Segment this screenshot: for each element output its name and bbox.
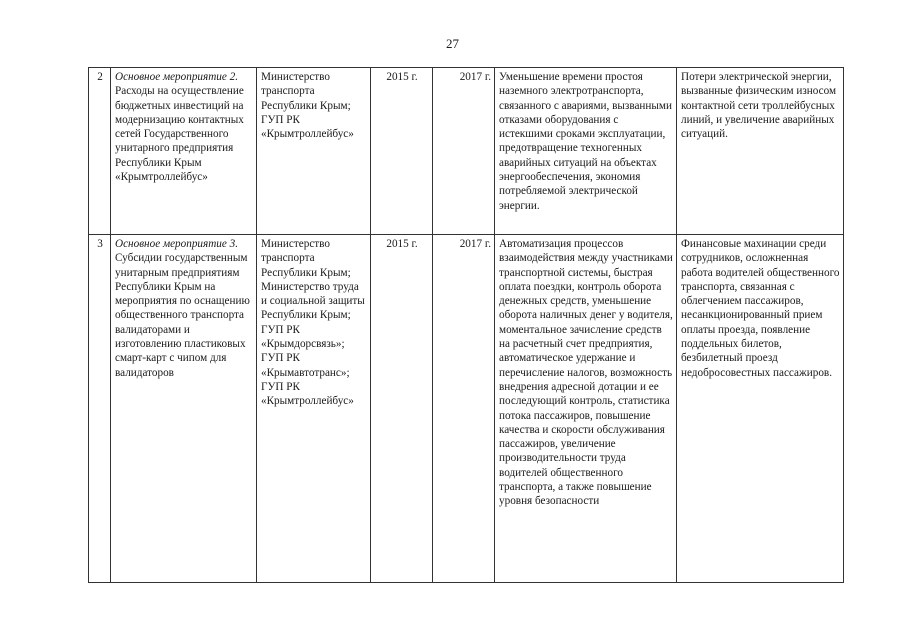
result-cell: Автоматизация процессов взаимодействия между участниками транспортной системы, быстрая оплата поездки, контроль оборота денежных средств, уменьшение оборота наличных денег у водителя, моментальное зачисление средств на расчетный счет предприятия, автоматическое удержание и перечисление налогов, возможность внедрения адресной дотации и ее последующий контроль, статистика потока пассажиров, повышение качества и скорости обслуживания пассажиров, увеличение производительности труда водителей общественного транспорта, а также повышение уровня безопасности: [495, 235, 677, 583]
row-number: 3: [89, 235, 111, 583]
table-row: [89, 235, 844, 583]
end-year-cell: 2017 г.: [433, 235, 495, 583]
measure-type: Основное мероприятие 2.: [115, 71, 239, 83]
result-cell: Уменьшение времени простоя наземного электротранспорта, связанного с авариями, вызванными отказами оборудования с истекшими сроками эксплуатации, предотвращение техногенных аварийных ситуаций на объектах энергообеспечения, экономия потребляемой электрической энергии.: [495, 68, 677, 235]
consequences-cell: Финансовые махинации среди сотрудников, осложненная работа водителей общественного транспорта, связанная с облегчением пассажиров, несанкционированный прием оплаты проезда, появление поддельных билетов, безбилетный проезд недобросовестных пассажиров.: [677, 235, 844, 583]
measure-type: Основное мероприятие 3.: [115, 238, 239, 250]
consequences-cell: Потери электрической энергии, вызванные физическим износом контактной сети троллейбусных линий, и увеличение аварийных ситуаций.: [677, 68, 844, 235]
end-year-cell: 2017 г.: [433, 68, 495, 235]
measure-cell: [111, 235, 257, 583]
start-year-cell: 2015 г.: [371, 68, 433, 235]
executor-cell: Министерство транспорта Республики Крым; Министерство труда и социальной защиты Республики Крым; ГУП РК «Крымдорсвязь»; ГУП РК «Крымавтотранс»; ГУП РК «Крымтроллейбус»: [257, 235, 371, 583]
measure-text: Субсидии государственным унитарным предприятиям Республики Крым на мероприятия по оснащению общественного транспорта валидаторами и изготовлению пластиковых смарт-карт с чипом для валидаторов: [115, 252, 250, 379]
start-year-cell: 2015 г.: [371, 235, 433, 583]
table-row: [89, 68, 844, 235]
row-number: 2: [89, 68, 111, 235]
measures-table: [88, 67, 844, 583]
executor-cell: Министерство транспорта Республики Крым; ГУП РК «Крымтроллейбус»: [257, 68, 371, 235]
page-number: 27: [446, 36, 459, 51]
measure-text: Расходы на осуществление бюджетных инвестиций на модернизацию контактных сетей Государственного унитарного предприятия Республики Крым «Крымтроллейбус»: [115, 85, 244, 184]
measure-cell: [111, 68, 257, 235]
